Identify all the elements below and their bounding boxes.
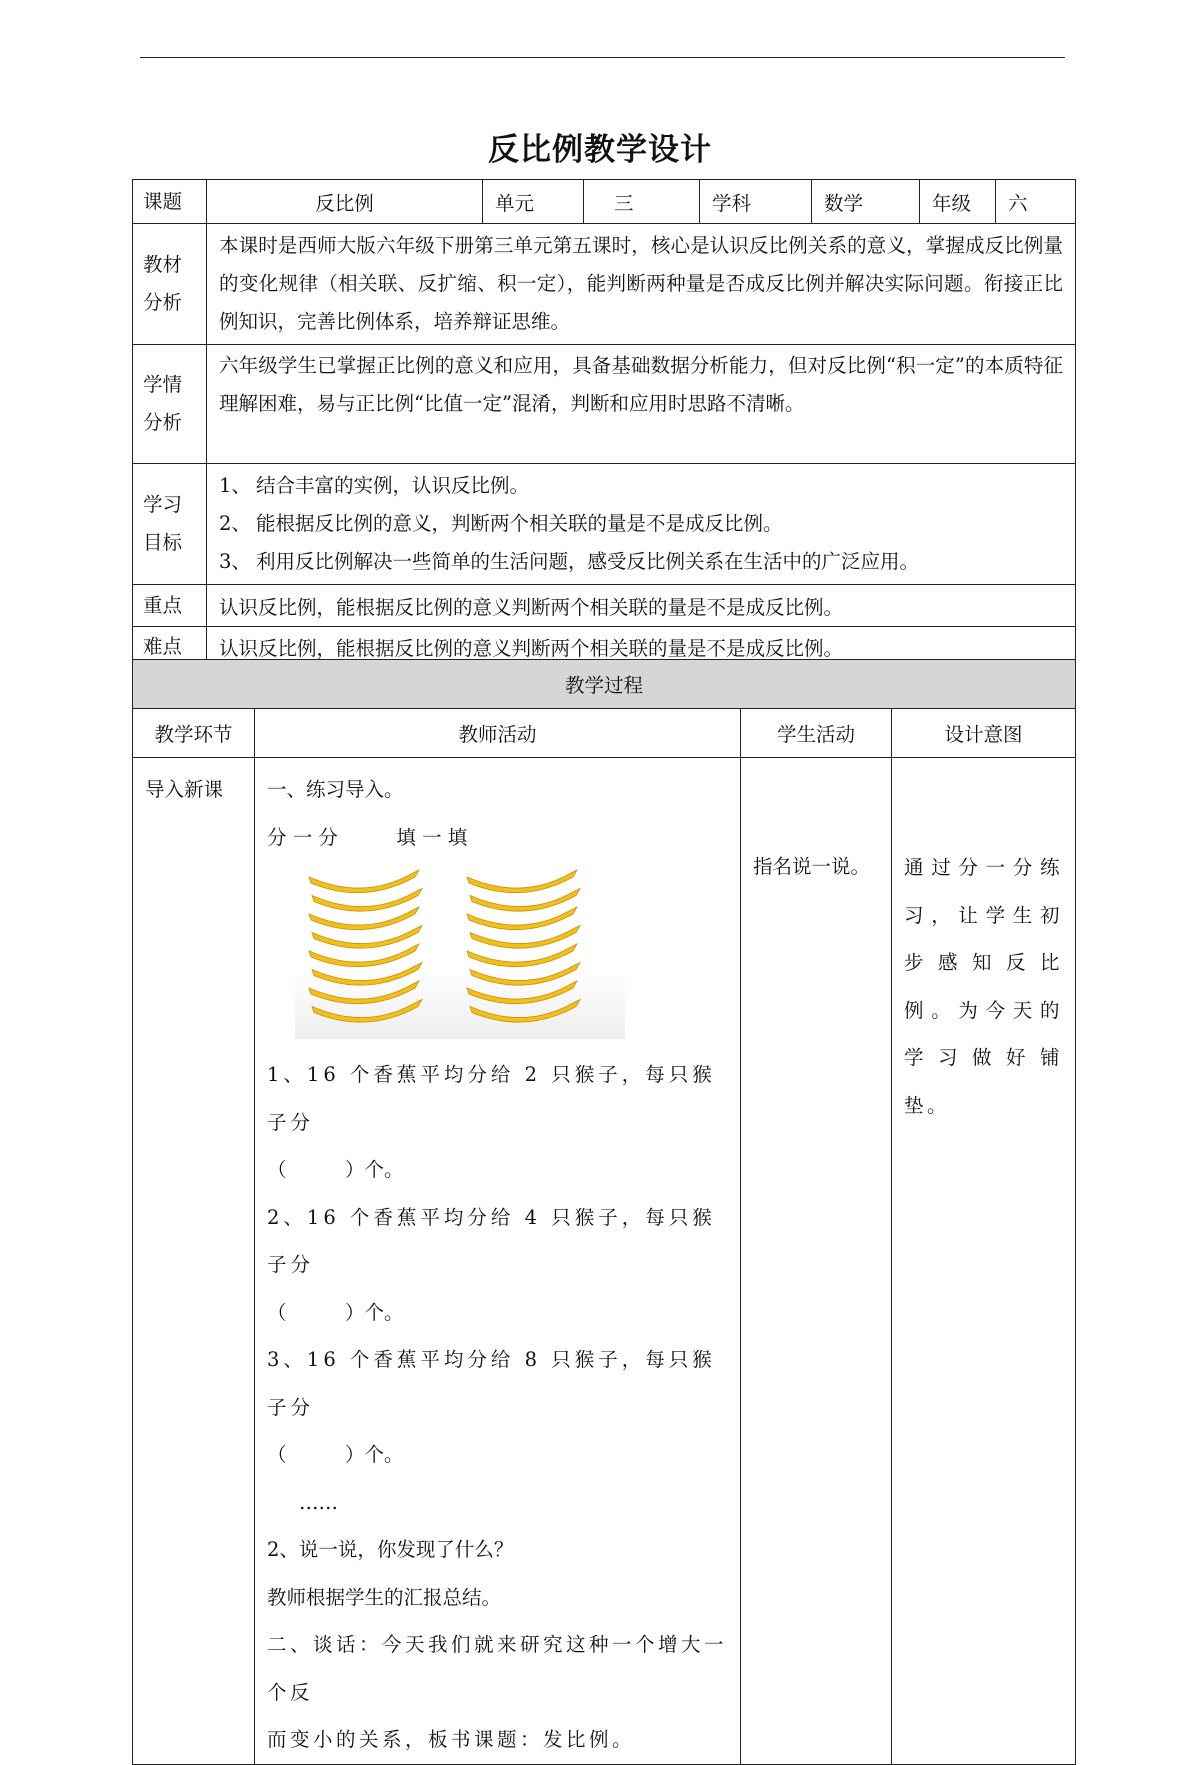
activity-line: 2、16 个香蕉平均分给 4 只猴子，每只猴子分	[267, 1205, 716, 1276]
stage-label: 导入新课	[145, 778, 224, 801]
intent-text: 通过分一分练习，让学生初步感知反比例。为今天的学习做好铺垫。	[904, 856, 1064, 1117]
grade-value: 六	[996, 180, 1076, 224]
material-text: 本课时是西师大版六年级下册第三单元第五课时，核心是认识反比例关系的意义，掌握成反比例量的变化规律（相关联、反扩缩、积一定），能判断两种量是否成反比例并解决实际问题。衔接正比例知识，完善比例体系，培养辩证思维。	[207, 224, 1076, 345]
difficulty-text: 认识反比例，能根据反比例的意义判断两个相关联的量是不是成反比例。	[207, 627, 1076, 668]
goals-label: 学习 目标	[133, 464, 207, 585]
unit-label: 单元	[483, 180, 584, 224]
intent-cell	[892, 758, 1076, 1765]
header-row	[133, 180, 1076, 224]
goal-item: 3、 利用反比例解决一些简单的生活问题，感受反比例关系在生活中的广泛应用。	[219, 550, 920, 573]
activity-line: 二、谈话：今天我们就来研究这种一个增大一个反	[267, 1633, 728, 1704]
header-rule	[140, 57, 1065, 58]
stage-cell	[133, 758, 255, 1765]
col-intent: 设计意图	[892, 709, 1076, 758]
students-text: 六年级学生已掌握正比例的意义和应用，具备基础数据分析能力，但对反比例“积一定”的本质特征理解困难，易与正比例“比值一定”混淆，判断和应用时思路不清晰。	[207, 345, 1076, 464]
students-label: 学情 分析	[133, 345, 207, 464]
document-title: 反比例教学设计	[488, 132, 712, 168]
key-point-label: 重点	[133, 585, 207, 627]
subject-label: 学科	[700, 180, 812, 224]
process-row	[133, 758, 1076, 1765]
activity-line: 3、16 个香蕉平均分给 8 只猴子，每只猴子分	[267, 1348, 716, 1419]
info-table	[132, 179, 1076, 668]
material-label: 教材 分析	[133, 224, 207, 345]
material-row	[133, 224, 1076, 345]
difficulty-label: 难点	[133, 627, 207, 668]
col-teacher: 教师活动	[255, 709, 741, 758]
goal-item: 1、 结合丰富的实例，认识反比例。	[219, 474, 530, 497]
process-header-row	[133, 709, 1076, 758]
col-student: 学生活动	[741, 709, 892, 758]
topic-label: 课题	[133, 180, 207, 224]
students-row	[133, 345, 1076, 464]
goal-item: 2、 能根据反比例的意义，判断两个相关联的量是不是成反比例。	[219, 512, 783, 535]
activity-line: 教师根据学生的汇报总结。	[267, 1585, 502, 1609]
activity-line: （ ）个。	[267, 1300, 404, 1324]
goals-row	[133, 464, 1076, 585]
activity-line: 一、练习导入。	[267, 778, 404, 801]
activity-line: 1、16 个香蕉平均分给 2 只猴子，每只猴子分	[267, 1063, 716, 1134]
activity-line: ……	[299, 1490, 338, 1514]
process-table	[132, 659, 1076, 1765]
banana-shape	[467, 870, 577, 893]
key-point-row	[133, 585, 1076, 627]
grade-label: 年级	[920, 180, 996, 224]
activity-line: 而变小的关系，板书课题：发比例。	[267, 1728, 636, 1751]
subject-value: 数学	[812, 180, 920, 224]
goals-list	[207, 464, 1076, 585]
activity-line: 分 一 分 填 一 填	[267, 825, 468, 849]
banana-shape	[309, 870, 419, 893]
banana-stacks-illustration	[295, 867, 625, 1039]
key-point-text: 认识反比例，能根据反比例的意义判断两个相关联的量是不是成反比例。	[207, 585, 1076, 627]
process-title-row	[133, 660, 1076, 709]
teacher-activity-cell	[255, 758, 741, 1765]
activity-line: （ ）个。	[267, 1443, 404, 1466]
col-stage: 教学环节	[133, 709, 255, 758]
student-activity-text: 指名说一说。	[753, 855, 871, 878]
banana-image	[295, 867, 625, 1039]
activity-line: （ ）个。	[267, 1158, 404, 1181]
unit-value: 三	[584, 180, 700, 224]
activity-line: 2、说一说，你发现了什么？	[267, 1538, 514, 1561]
topic-value: 反比例	[207, 180, 483, 224]
student-activity-cell	[741, 758, 892, 1765]
process-title: 教学过程	[133, 660, 1076, 709]
